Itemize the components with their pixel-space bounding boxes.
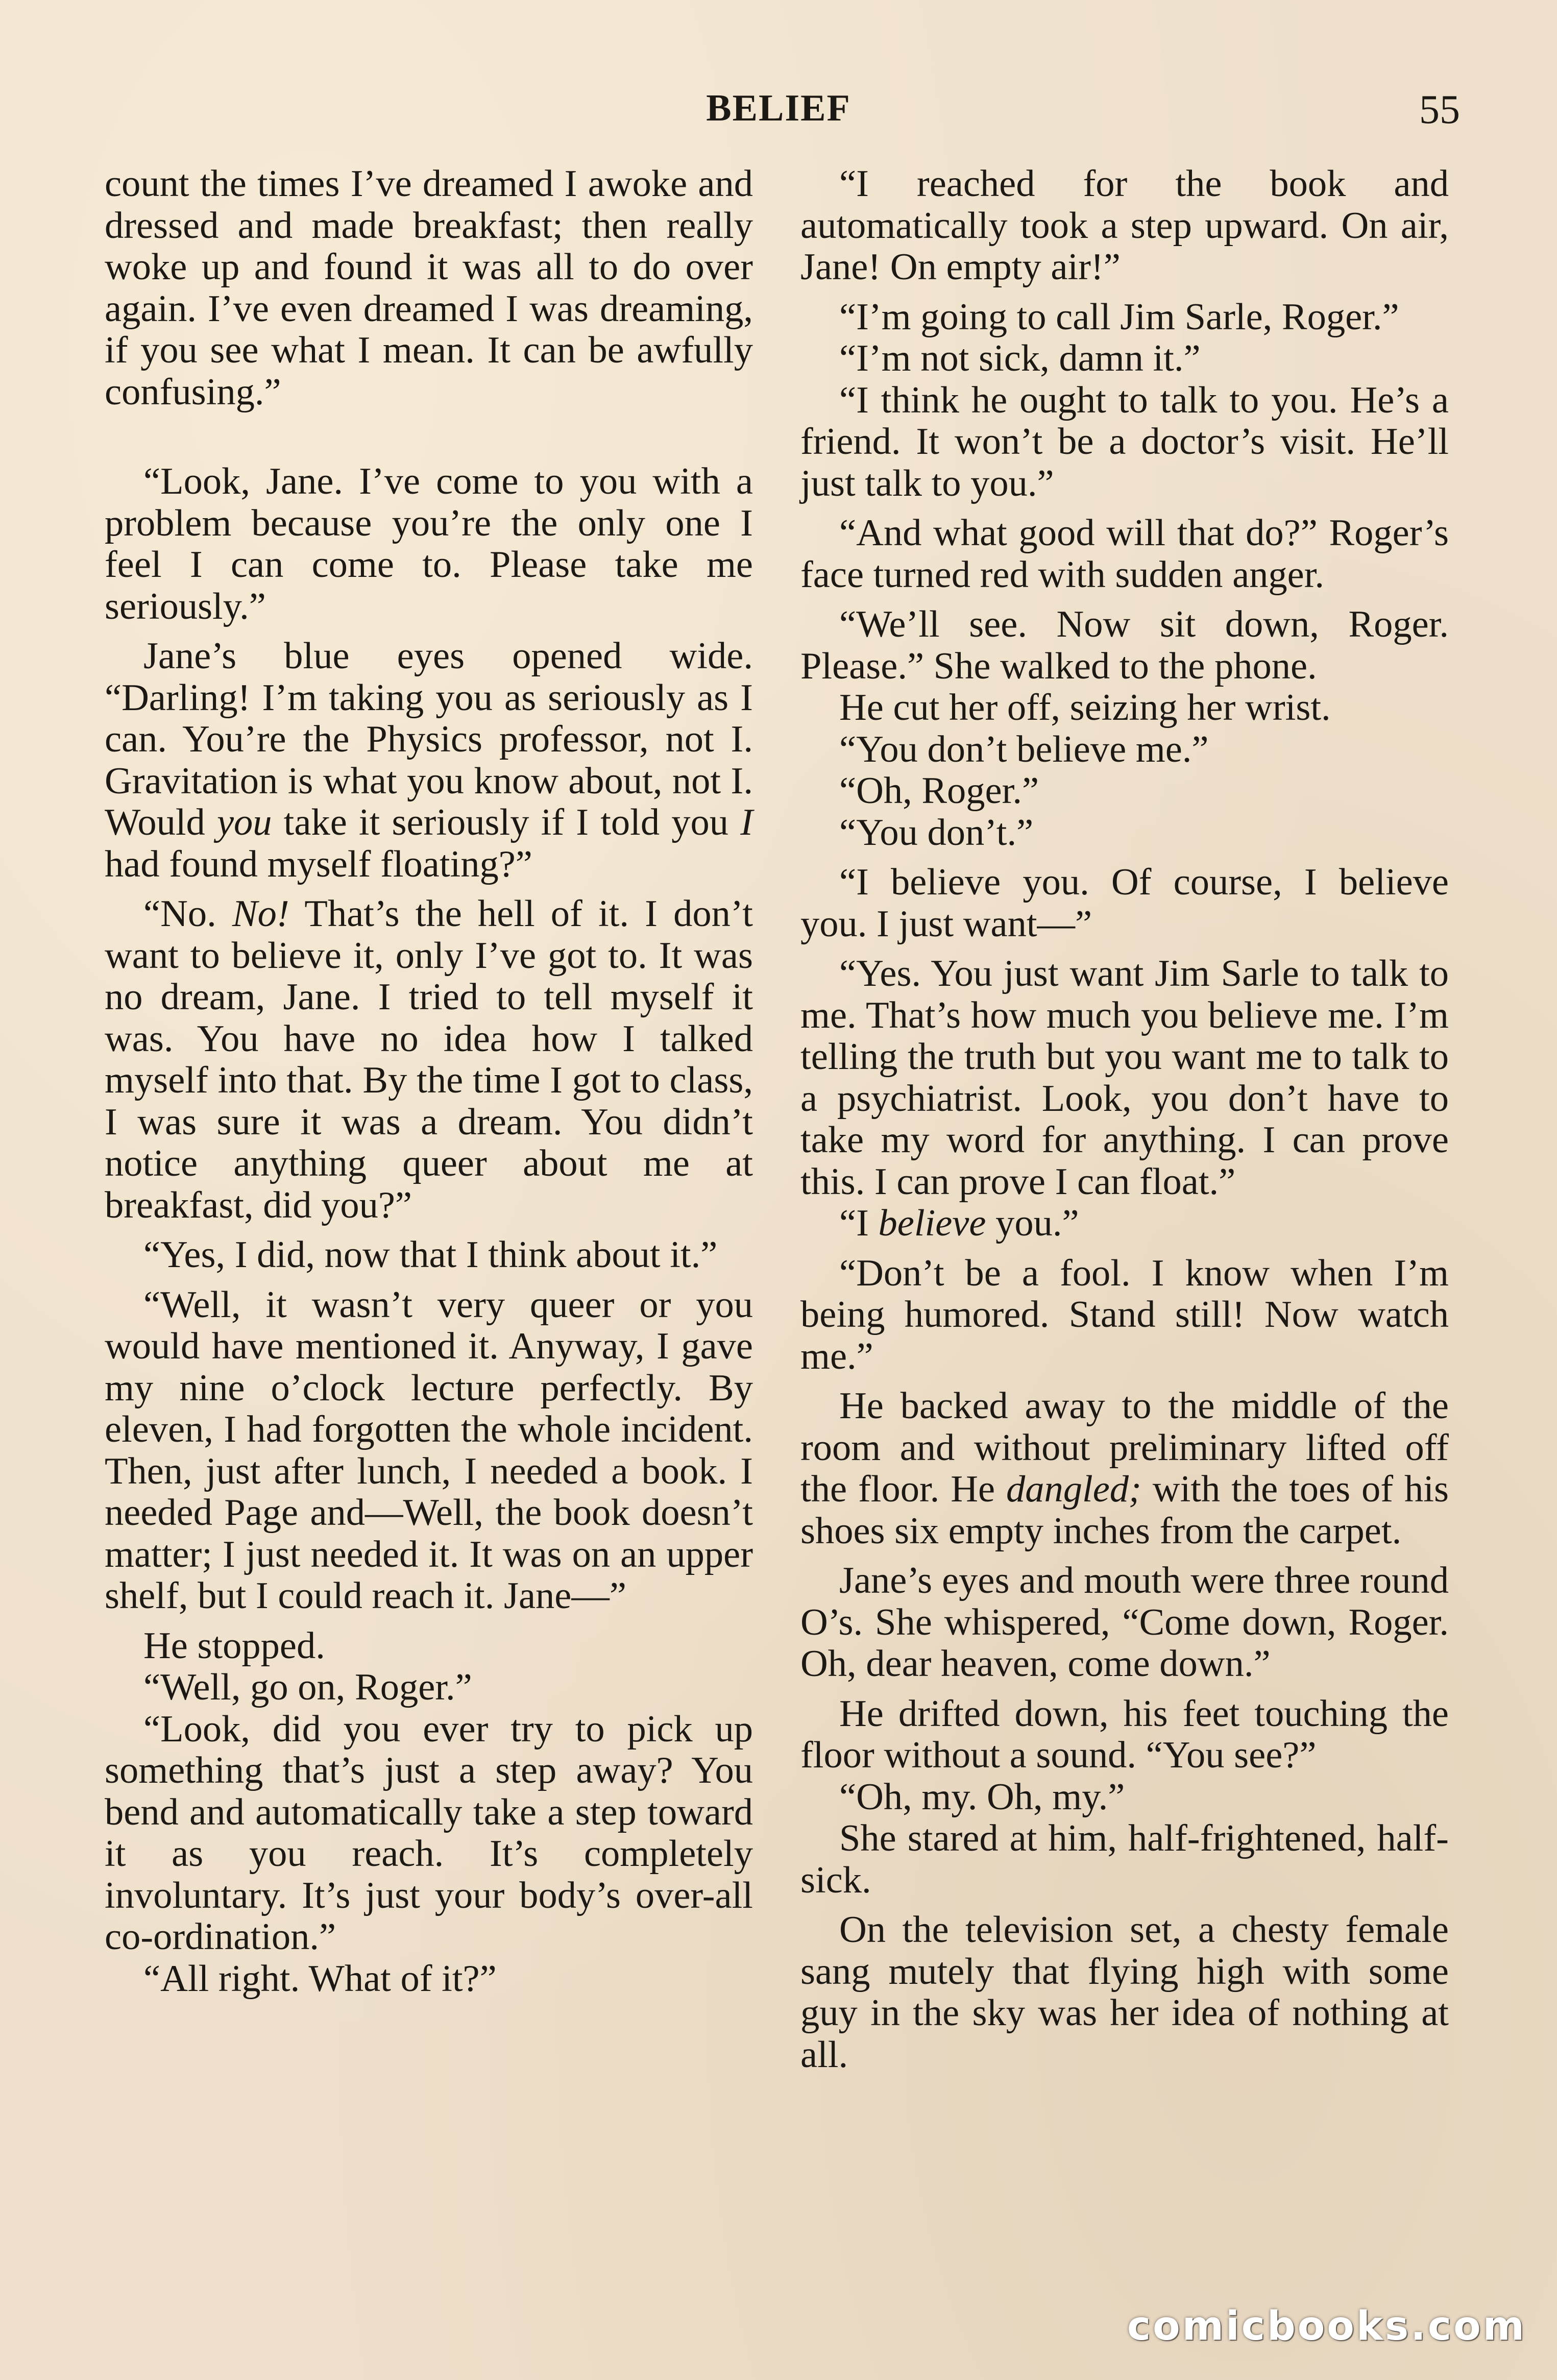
paragraph: “We’ll see. Now sit down, Roger. Please.” She walked to the phone.: [800, 603, 1449, 687]
text-run: Jane’s blue eyes opened wide. “Darling! I’m taking you as seriously as I can. You’re the Physics professor, not I. Gravitation is what you know about, not I. Would: [105, 635, 753, 843]
paragraph: “Yes, I did, now that I think about it.”: [143, 1234, 718, 1276]
paragraph: “I believe you. Of course, I believe you. I just want—”: [800, 861, 1449, 945]
paragraph: [105, 893, 753, 1226]
site-watermark: comicbooks.com: [1127, 2303, 1526, 2349]
text-run: He backed away to the middle of the room and without preliminary lifted off the floor. He: [800, 1385, 1449, 1510]
paragraph: “You don’t believe me.”: [839, 728, 1209, 770]
paragraph: “I think he ought to talk to you. He’s a friend. It won’t be a doctor’s visit. He’ll just talk to you.”: [800, 379, 1449, 504]
right-column: [800, 163, 1449, 2076]
paragraph: “Oh, Roger.”: [839, 770, 1039, 812]
left-column: [105, 163, 753, 2000]
text-run: with the toes of his shoes six empty inches from the carpet.: [800, 1468, 1449, 1552]
paragraph: “I’m going to call Jim Sarle, Roger.”: [839, 296, 1399, 338]
paragraph: [800, 1203, 1449, 1245]
paragraph: “And what good will that do?” Roger’s face turned red with sudden anger.: [800, 512, 1449, 596]
italic-text: dangled;: [1006, 1468, 1141, 1510]
text-run: you.”: [986, 1202, 1079, 1244]
italic-text: believe: [878, 1202, 986, 1244]
paragraph: “Well, it wasn’t very queer or you would have mentioned it. Anyway, I gave my nine o’clock lecture perfectly. By eleven, I had forgotten the whole incident. Then, just after lunch, I needed a book. I needed Page and—Well, the book doesn’t matter; I just needed it. It was on an upper shelf, but I could reach it. Jane—”: [105, 1283, 753, 1617]
paragraph: “You don’t.”: [839, 811, 1034, 854]
paragraph: “Well, go on, Roger.”: [143, 1666, 472, 1708]
paragraph: He cut her off, seizing her wrist.: [839, 687, 1331, 728]
paragraph: Jane’s eyes and mouth were three round O’s. She whispered, “Come down, Roger. Oh, dear heaven, come down.”: [800, 1560, 1449, 1685]
text-run: That’s the hell of it. I don’t want to believe it, only I’ve got to. It was no dream, Jane. I tried to tell myself it was. You have no idea how I talked myself into that. By the time I got to class, I was sure it was a dream. You didn’t notice anything queer about me at breakfast, did you?”: [105, 893, 753, 1226]
paragraph: “I reached for the book and automatically took a step upward. On air, Jane! On empty air!”: [800, 163, 1449, 288]
paragraph: “All right. What of it?”: [143, 1957, 497, 2000]
paragraph: “Look, did you ever try to pick up something that’s just a step away? You bend and automatically take a step toward it as you reach. It’s completely involuntary. It’s just your body’s over-all co-ordination.”: [105, 1708, 753, 1958]
paragraph: She stared at him, half-frightened, half-sick.: [800, 1817, 1449, 1901]
paragraph: [800, 1386, 1449, 1552]
paragraph: He stopped.: [143, 1624, 325, 1667]
paragraph: “I’m not sick, damn it.”: [839, 337, 1201, 379]
paragraph: “Don’t be a fool. I know when I’m being humored. Stand still! Now watch me.”: [800, 1252, 1449, 1377]
paragraph: “Yes. You just want Jim Sarle to talk to me. That’s how much you believe me. I’m telling the truth but you want me to talk to a psychiatrist. Look, you don’t have to take my word for anything. I can prove this. I can prove I can float.”: [800, 953, 1449, 1203]
paragraph: On the television set, a chesty female sang mutely that flying high with some guy in the sky was her idea of nothing at all.: [800, 1909, 1449, 2076]
italic-text: you: [216, 802, 272, 843]
page-number: 55: [1419, 87, 1460, 132]
paragraph: [105, 636, 753, 885]
italic-text: I: [740, 802, 753, 843]
paragraph: “Look, Jane. I’ve come to you with a problem because you’re the only one I feel I can come to. Please take me seriously.”: [105, 460, 753, 627]
text-run: take it seriously if I told you: [272, 802, 741, 843]
text-run: “I: [839, 1202, 879, 1244]
paragraph: “Oh, my. Oh, my.”: [839, 1776, 1125, 1818]
running-head-title: BELIEF: [706, 87, 851, 129]
text-run: “No.: [143, 893, 232, 935]
text-run: had found myself floating?”: [105, 843, 532, 885]
italic-text: No!: [232, 893, 289, 935]
paragraph: He drifted down, his feet touching the floor without a sound. “You see?”: [800, 1692, 1449, 1776]
paragraph: count the times I’ve dreamed I awoke and dressed and made breakfast; then really woke up and found it was all to do over again. I’ve even dreamed I was dreaming, if you see what I mean. It can be awfully confusing.”: [105, 163, 753, 413]
